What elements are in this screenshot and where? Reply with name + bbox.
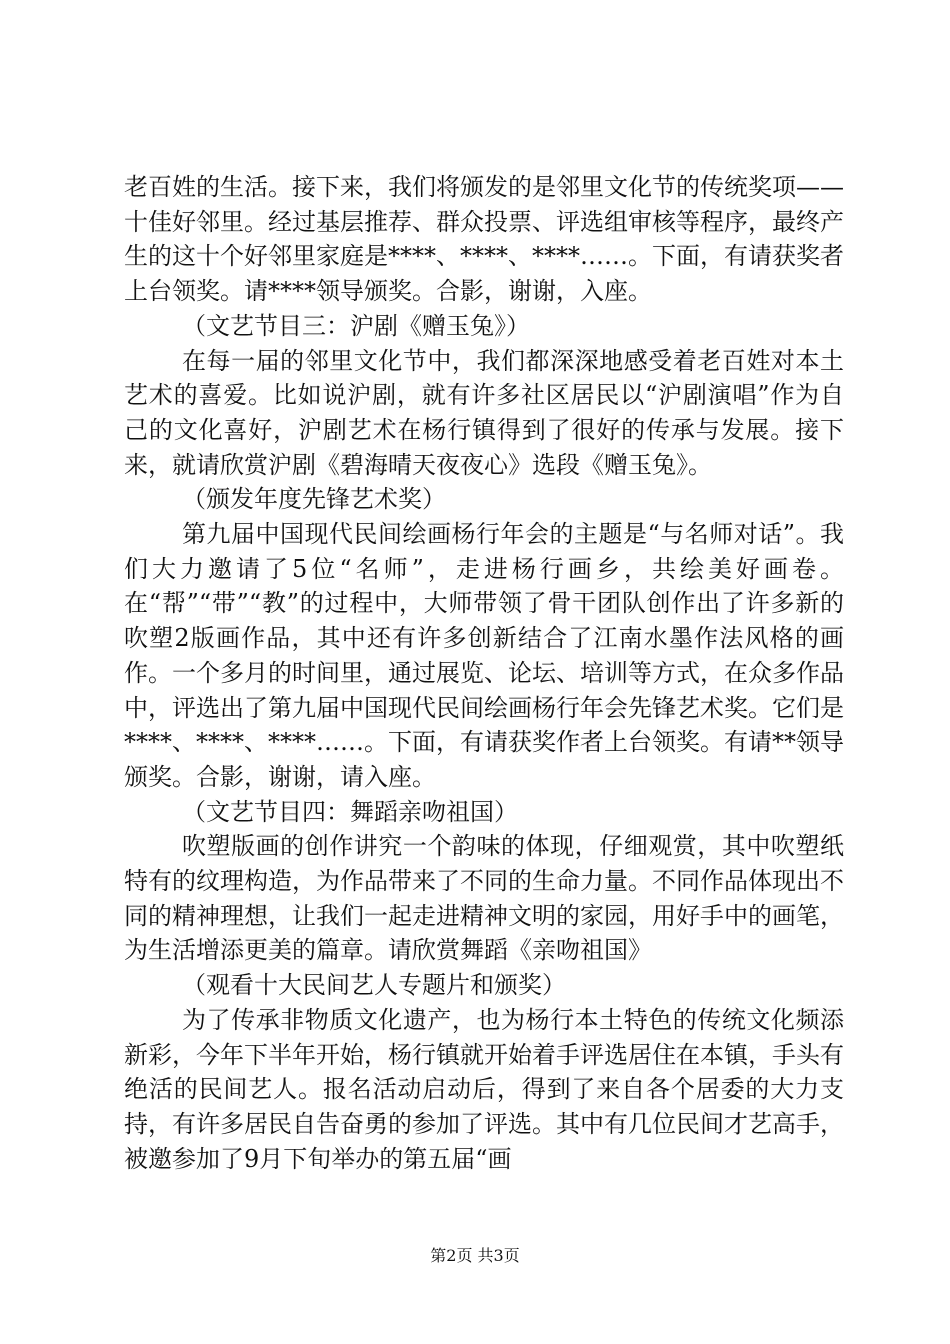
paragraph: 在每一届的邻里文化节中，我们都深深地感受着老百姓对本土艺术的喜爱。比如说沪剧，就有许多社区居民以“沪剧演唱”作为自己的文化喜好，沪剧艺术在杨行镇得到了很好的传承与发展。接下来，就请欣赏沪剧《碧海晴天夜夜心》选段《赠玉兔》。 <box>124 346 844 479</box>
paragraph: 吹塑版画的创作讲究一个韵味的体现，仔细观赏，其中吹塑纸特有的纹理构造，为作品带来了不同的生命力量。不同作品体现出不同的精神理想，让我们一起走进精神文明的家园，用好手中的画笔，为生活增添更美的篇章。请欣赏舞蹈《亲吻祖国》 <box>124 832 844 965</box>
program-heading: （观看十大民间艺人专题片和颁奖） <box>182 971 566 1000</box>
document-body <box>124 170 844 1176</box>
program-heading: （颁发年度先锋艺术奖） <box>182 485 446 514</box>
program-heading: （文艺节目四：舞蹈亲吻祖国） <box>182 797 518 826</box>
program-heading: （文艺节目三：沪剧《赠玉兔》） <box>182 311 530 340</box>
paragraph: 老百姓的生活。接下来，我们将颁发的是邻里文化节的传统奖项——十佳好邻里。经过基层推荐、群众投票、评选组审核等程序，最终产生的这十个好邻里家庭是****、****、****……。下面，有请获奖者上台领奖。请****领导颁奖。合影，谢谢，入座。 <box>124 173 844 306</box>
paragraph: 为了传承非物质文化遗产，也为杨行本土特色的传统文化频添新彩，今年下半年开始，杨行镇就开始着手评选居住在本镇，手头有绝活的民间艺人。报名活动启动后，得到了来自各个居委的大力支持，有许多居民自告奋勇的参加了评选。其中有几位民间才艺高手，被邀参加了9月下旬举办的第五届“画 <box>124 1005 844 1173</box>
page-number-footer: 第2页 共3页 <box>430 1246 520 1265</box>
paragraph: 第九届中国现代民间绘画杨行年会的主题是“与名师对话”。我们大力邀请了5位“名师”，走进杨行画乡，共绘美好画卷。在“帮”“带”“教”的过程中，大师带领了骨干团队创作出了许多新的吹塑2版画作品，其中还有许多创新结合了江南水墨作法风格的画作。一个多月的时间里，通过展览、论坛、培训等方式，在众多作品中，评选出了第九届中国现代民间绘画杨行年会先锋艺术奖。它们是****、****、****……。下面，有请获奖作者上台领奖。有请**领导颁奖。合影，谢谢，请入座。 <box>124 520 844 791</box>
